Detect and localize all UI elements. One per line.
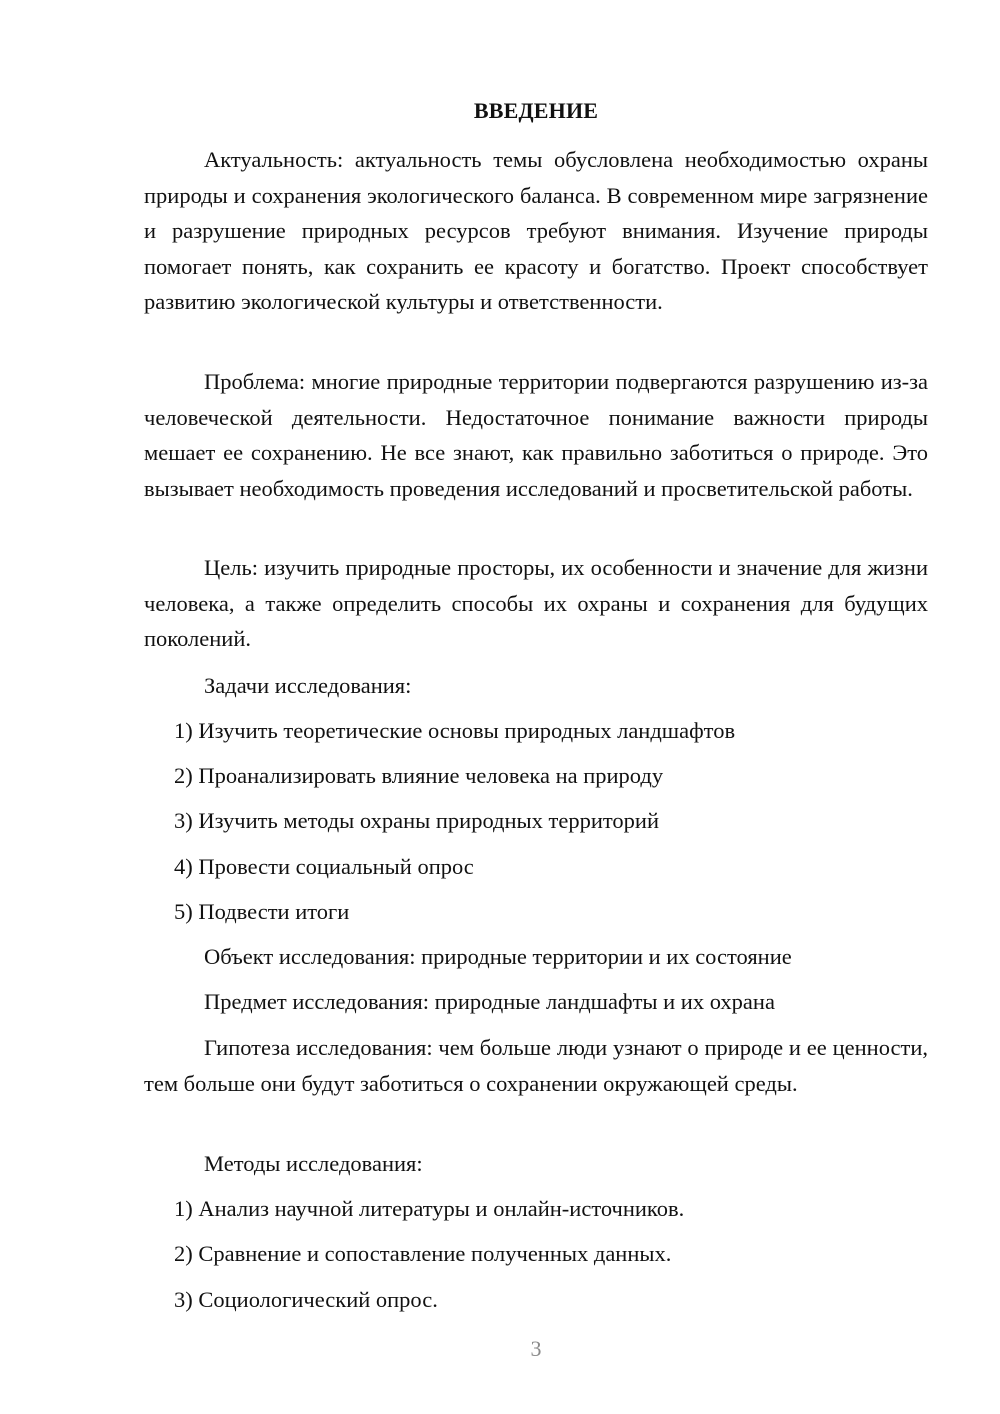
page-title: ВВЕДЕНИЕ: [473, 98, 599, 123]
page-number: 3: [530, 1336, 542, 1361]
method-item: 2) Сравнение и сопоставление полученных данных.: [174, 1241, 672, 1266]
task-item: 4) Провести социальный опрос: [174, 854, 474, 879]
problem-paragraph: Проблема: многие природные территории подвергаются разрушению из-за человеческой деятельности. Недостаточное понимание важности природы мешает ее сохранению. Не все знают, как правильно заботиться о природе. Это вызывает необходимость проведения исследований и просветительской работы.: [144, 369, 928, 501]
goal-paragraph: Цель: изучить природные просторы, их особенности и значение для жизни человека, а также определить способы их охраны и сохранения для будущих поколений.: [144, 555, 928, 651]
task-item: 1) Изучить теоретические основы природных ландшафтов: [174, 718, 736, 743]
task-item: 5) Подвести итоги: [174, 899, 350, 924]
methods-title: Методы исследования:: [204, 1151, 423, 1176]
task-item: 2) Проанализировать влияние человека на природу: [174, 763, 664, 788]
method-item: 1) Анализ научной литературы и онлайн-источников.: [174, 1196, 685, 1221]
hypothesis-paragraph: Гипотеза исследования: чем больше люди узнают о природе и ее ценности, тем больше они будут заботиться о сохранении окружающей среды.: [144, 1035, 928, 1096]
tasks-title: Задачи исследования:: [204, 673, 412, 698]
task-item: 3) Изучить методы охраны природных территорий: [174, 808, 660, 833]
method-item: 3) Социологический опрос.: [174, 1287, 438, 1312]
research-object: Объект исследования: природные территории и их состояние: [204, 944, 792, 969]
research-subject: Предмет исследования: природные ландшафты и их охрана: [204, 989, 775, 1014]
relevance-paragraph: Актуальность: актуальность темы обусловлена необходимостью охраны природы и сохранения экологического баланса. В современном мире загрязнение и разрушение природных ресурсов требуют внимания. Изучение природы помогает понять, как сохранить ее красоту и богатство. Проект способствует развитию экологической культуры и ответственности.: [144, 147, 928, 314]
